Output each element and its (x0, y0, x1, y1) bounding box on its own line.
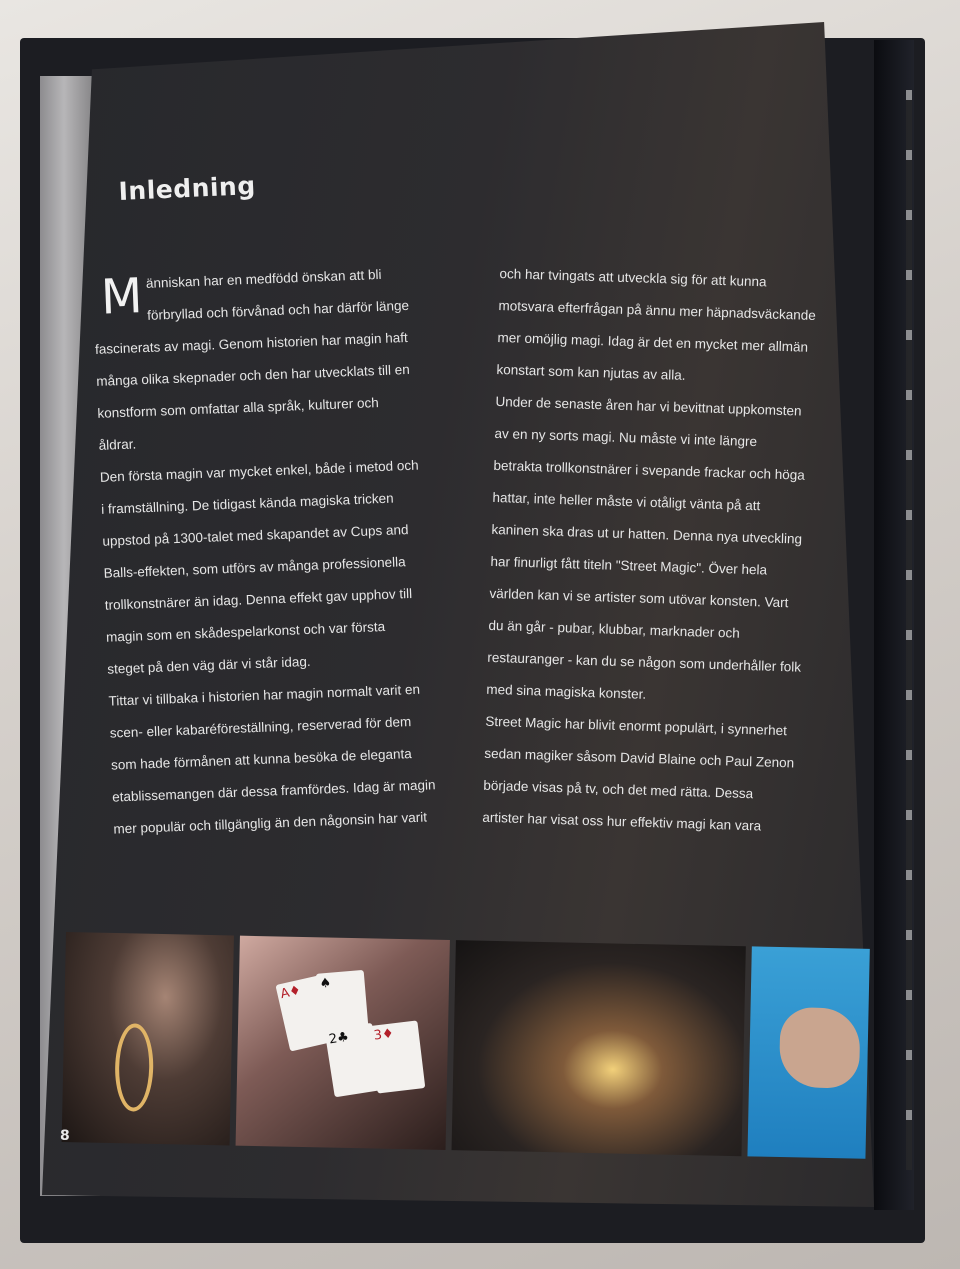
text-line: uppstod på 1300-talet med skapandet av Cups and (102, 522, 409, 549)
text-line: konstform som omfattar alla språk, kulturer och (97, 395, 379, 421)
text-line: sedan magiker såsom David Blaine och Paul Zenon (484, 745, 795, 771)
text-line: mer omöjlig magi. Idag är det en mycket mer allmän (497, 329, 809, 355)
text-line: artister har visat oss hur effektiv magi kan vara (482, 809, 762, 834)
playing-card: ♠ (316, 970, 370, 1042)
text-line: kaninen ska dras ut ur hatten. Denna nya utveckling (491, 521, 803, 547)
photo-rubber-band-hand (62, 932, 234, 1145)
hand (779, 1007, 861, 1089)
left-text-column (92, 255, 499, 845)
photo-magician-flame (452, 940, 746, 1156)
text-line: konstart som kan njutas av alla. (496, 361, 686, 383)
photo-hand-blue-background (747, 946, 869, 1158)
text-line: restauranger - kan du se någon som underhåller folk (487, 649, 802, 675)
text-line: och har tvingats att utveckla sig för att kunna (499, 265, 767, 290)
text-line: du än går - pubar, klubbar, marknader och (488, 617, 740, 641)
text-line: Den första magin var mycket enkel, både i metod och (99, 457, 419, 485)
playing-card: 2♣ (324, 1023, 382, 1098)
spine-binding (906, 90, 912, 1170)
rubber-band (114, 1023, 154, 1112)
text-line: steget på den väg där vi står idag. (107, 653, 311, 677)
text-line: Balls-effekten, som utförs av många professionella (103, 554, 406, 581)
page-number: 8 (60, 1128, 70, 1144)
text-line: scen- eller kabaréföreställning, reserverad för dem (109, 714, 412, 741)
text-line: Tittar vi tillbaka i historien har magin normalt varit en (108, 681, 421, 709)
playing-card: A♦ (275, 975, 337, 1052)
text-line: mer populär och tillgänglig än den någonsin har varit (113, 809, 428, 837)
text-line: många olika skepnader och den har utvecklats till en (95, 361, 411, 389)
text-line: har finurligt fått titeln "Street Magic". Över hela (490, 553, 768, 578)
text-line: motsvara efterfrågan på ännu mer häpnadsväckande (498, 297, 817, 323)
page-title: Inledning (118, 170, 257, 206)
text-line: som hade förmånen att kunna besöka de eleganta (110, 746, 413, 773)
text-line: Under de senaste åren har vi bevittnat uppkomsten (495, 393, 802, 419)
text-line: betrakta trollkonstnärer i svepande frackar och höga (493, 457, 806, 483)
text-line: magin som en skådespelarkonst och var första (105, 619, 386, 645)
text-line: världen kan vi se artister som utövar konsten. Vart (489, 585, 789, 611)
text-line: började visas på tv, och det med rätta. Dessa (483, 777, 754, 802)
photo-playing-cards (236, 936, 450, 1150)
text-line: trollkonstnärer än idag. Denna effekt gav upphov till (104, 585, 413, 613)
text-line: åldrar. (98, 436, 137, 453)
drop-cap: M (99, 268, 144, 326)
text-line: etablissemangen där dessa framfördes. Idag är magin (111, 777, 436, 805)
text-line: Street Magic har blivit enormt populärt, i synnerhet (485, 713, 788, 739)
text-line: förbryllad och förvånad och har därför länge (146, 297, 410, 323)
text-line: med sina magiska konster. (486, 681, 647, 702)
text-line: änniskan har en medfödd önskan att bli (145, 266, 382, 291)
text-line: fascinerats av magi. Genom historien har magin haft (94, 329, 409, 357)
text-line: hattar, inte heller måste vi otåligt vänta på att (492, 489, 761, 514)
text-line: av en ny sorts magi. Nu måste vi inte längre (494, 425, 758, 450)
text-line: i framställning. De tidigast kända magiska tricken (100, 490, 394, 517)
right-text-column (482, 258, 872, 845)
playing-card: 3♦ (370, 1020, 426, 1093)
photo-strip (62, 932, 890, 1159)
